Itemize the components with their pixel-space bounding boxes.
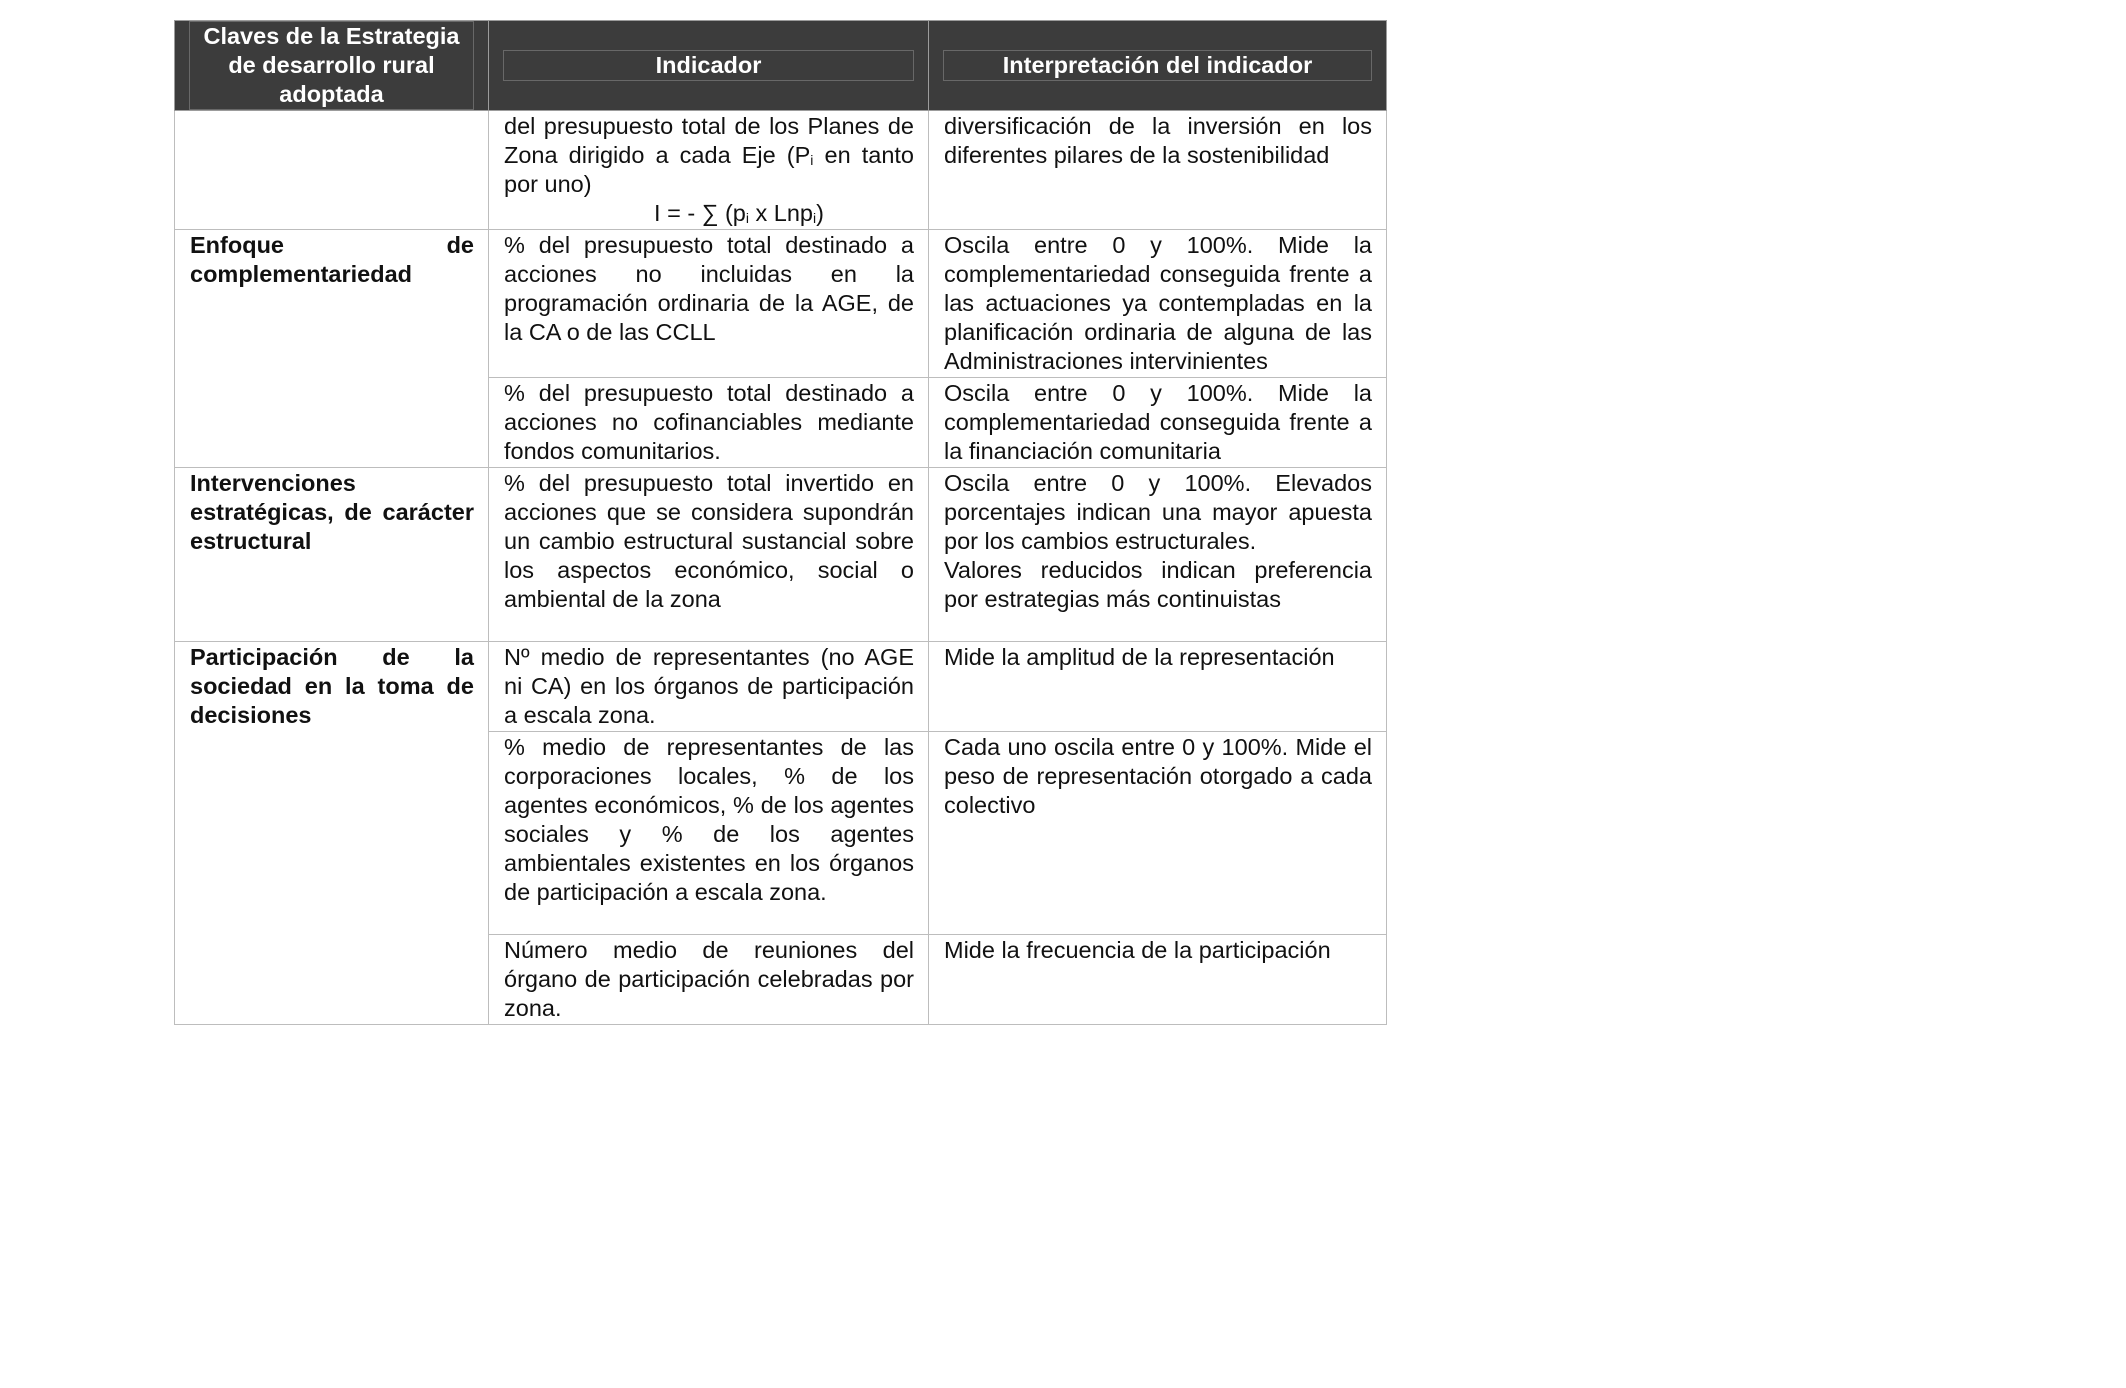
entropy-formula: I = - ∑ ($p_i$ x Lnp$_i$) [654,200,824,226]
interpretation-cell: Oscila entre 0 y 100%. Mide la complementariedad conseguida frente a la financiación comunitaria [929,378,1387,468]
table-row [175,642,1387,732]
interpretation-cell: Mide la frecuencia de la participación [929,935,1387,1025]
header-row [175,21,1387,111]
indicator-text: del presupuesto total de los Planes de Zona dirigido a cada Eje ($P_i$ en tanto por uno) [504,113,914,197]
header-indicator [489,21,929,111]
indicator-cell: % del presupuesto total destinado a acciones no incluidas en la programación ordinaria de la AGE, de la CA o de las CCLL [489,230,929,378]
key-cell: Intervenciones estratégicas, de carácter estructural [175,468,489,642]
key-cell-empty [175,111,489,230]
table-row [175,468,1387,642]
indicator-cell: Número medio de reuniones del órgano de participación celebradas por zona. [489,935,929,1025]
interpretation-cell: diversificación de la inversión en los diferentes pilares de la sostenibilidad [929,111,1387,230]
indicator-cell: Nº medio de representantes (no AGE ni CA) en los órganos de participación a escala zona. [489,642,929,732]
interpretation-cell: Cada uno oscila entre 0 y 100%. Mide el peso de representación otorgado a cada colectivo [929,732,1387,935]
header-keys [175,21,489,111]
table-row [175,111,1387,230]
key-cell: Participación de la sociedad en la toma de decisiones [175,642,489,1025]
interpretation-cell [929,468,1387,642]
header-keys-label: Claves de la Estrategia de desarrollo rural adoptada [189,21,474,110]
indicator-cell: % del presupuesto total invertido en acciones que se considera supondrán un cambio estructural sustancial sobre los aspectos económico, social o ambiental de la zona [489,468,929,642]
indicator-cell: % del presupuesto total destinado a acciones no cofinanciables mediante fondos comunitarios. [489,378,929,468]
interpretation-cell: Oscila entre 0 y 100%. Mide la complementariedad conseguida frente a las actuaciones ya contempladas en la planificación ordinaria de alguna de las Administraciones intervinientes [929,230,1387,378]
header-interpretation [929,21,1387,111]
header-indicator-label: Indicador [503,50,914,81]
header-interpretation-label: Interpretación del indicador [943,50,1372,81]
table-row [175,230,1387,378]
indicator-cell [489,111,929,230]
interpretation-part-1: Oscila entre 0 y 100%. Elevados porcentajes indican una mayor apuesta por los cambios estructurales. [944,470,1372,554]
indicators-table [174,20,1387,1025]
key-cell: Enfoque de complementariedad [175,230,489,468]
interpretation-part-2: Valores reducidos indican preferencia por estrategias más continuistas [944,557,1372,612]
indicator-cell: % medio de representantes de las corporaciones locales, % de los agentes económicos, % de los agentes sociales y % de los agentes ambientales existentes en los órganos de participación a escala zona. [489,732,929,935]
interpretation-cell: Mide la amplitud de la representación [929,642,1387,732]
